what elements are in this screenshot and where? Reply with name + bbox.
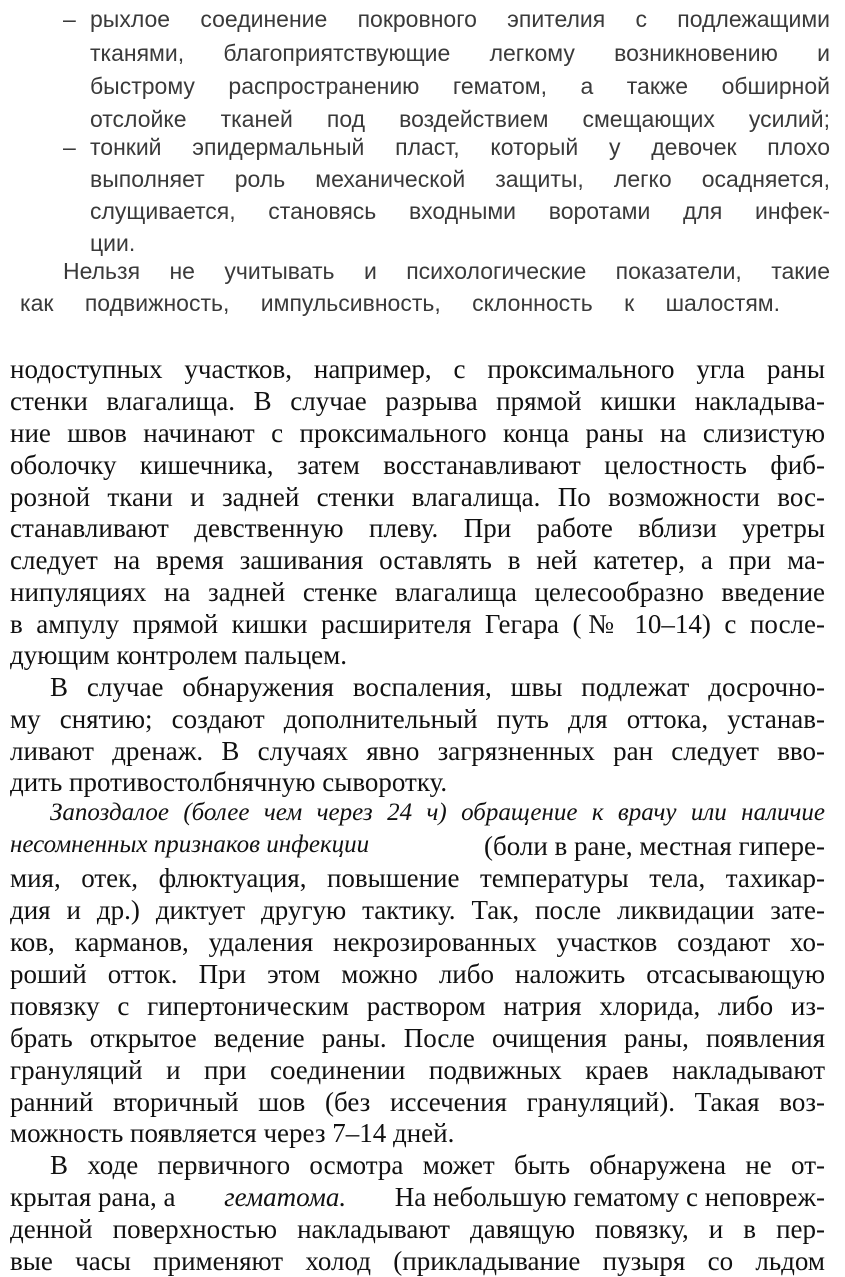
- text-line: оболочку кишечника, затем восстанавливают целостность фиб-: [10, 450, 825, 480]
- text-line: В ходе первичного осмотра может быть обнаружена не от-: [50, 1150, 825, 1180]
- text-fragment: (боли в ране, местная гипере-: [483, 831, 825, 861]
- text-line: повязку с гипертоническим раствором натрия хлорида, либо из-: [10, 991, 825, 1021]
- text-line: денной поверхностью накладывают давящую повязку, и в пер-: [10, 1214, 825, 1244]
- text-line: быстрому распространению гематом, а также обширной: [90, 73, 830, 99]
- text-line: станавливают девственную плеву. При работе вблизи уретры: [10, 513, 825, 543]
- text-line: нипуляциях на задней стенке влагалища целесообразно введение: [10, 577, 825, 607]
- text-line: мия, отек, флюктуация, повышение температуры тела, тахикар-: [10, 863, 825, 893]
- text-line: брать открытое ведение раны. После очищения раны, появления: [10, 1023, 825, 1053]
- text-fragment: На небольшую гематому с неповреж-: [388, 1182, 825, 1212]
- text-line: рыхлое соединение покровного эпителия с подлежащими: [90, 6, 830, 32]
- text-line: розной ткани и задней стенки влагалища. По возможности вос-: [10, 482, 825, 512]
- text-fragment: крытая рана, а: [10, 1182, 183, 1212]
- text-line: Нельзя не учитывать и психологические показатели, такие: [63, 258, 830, 284]
- text-line: отслойке тканей под воздействием смещающих усилий;: [90, 106, 830, 132]
- text-line: [10, 1182, 825, 1213]
- text-line: ливают дренаж. В случаях явно загрязненных ран следует вво-: [10, 736, 825, 766]
- top-excerpt: [0, 0, 845, 330]
- text-line: му снятию; создают дополнительный путь для оттока, устанав-: [10, 704, 825, 734]
- text-line: ции.: [90, 230, 136, 256]
- text-line: тонкий эпидермальный пласт, который у девочек плохо: [90, 134, 830, 160]
- text-line: в ампулу прямой кишки расширителя Гегара (№ 10–14) с после-: [10, 609, 825, 639]
- text-line: вые часы применяют холод (прикладывание пузыря со льдом: [10, 1246, 825, 1276]
- text-line: ков, карманов, удаления некрозированных участков создают хо-: [10, 927, 825, 957]
- text-line: грануляций и при соединении подвижных краев накладывают: [10, 1055, 825, 1085]
- text-line: дующим контролем пальцем.: [10, 640, 347, 670]
- bullet-dash: –: [63, 134, 76, 160]
- bullet-dash: –: [63, 6, 76, 32]
- text-line: стенки влагалища. В случае разрыва прямой кишки накладыва-: [10, 386, 825, 416]
- text-line: можность появляется через 7–14 дней.: [10, 1118, 455, 1148]
- text-line: как подвижность, импульсивность, склонность к шалостям.: [20, 290, 780, 316]
- text-line: следует на время зашивания оставлять в ней катетер, а при ма-: [10, 545, 825, 575]
- text-line: ние швов начинают с проксимального конца раны на слизистую: [10, 418, 825, 448]
- text-line: тканями, благоприятствующие легкому возникновению и: [90, 40, 830, 66]
- text-line: слущивается, становясь входными воротами для инфек-: [90, 198, 830, 224]
- text-line: [10, 831, 825, 862]
- text-line: ранний вторичный шов (без иссечения грануляций). Такая воз-: [10, 1087, 825, 1117]
- text-line: дия и др.) диктует другую тактику. Так, после ликвидации зате-: [10, 895, 825, 925]
- text-line: выполняет роль механической защиты, легко осадняется,: [90, 166, 830, 192]
- italic-phrase: несомненных признаков инфекции: [10, 831, 370, 858]
- text-line: нодоступных участков, например, с проксимального угла раны: [10, 354, 825, 384]
- text-line: дить противостолбнячную сыворотку.: [10, 767, 448, 797]
- text-line: В случае обнаружения воспаления, швы подлежат досрочно-: [50, 672, 825, 702]
- italic-line: Запоздалое (более чем через 24 ч) обращение к врачу или наличие: [50, 799, 825, 826]
- text-line: роший отток. При этом можно либо наложить отсасывающую: [10, 959, 825, 989]
- italic-phrase: гематома.: [224, 1182, 347, 1212]
